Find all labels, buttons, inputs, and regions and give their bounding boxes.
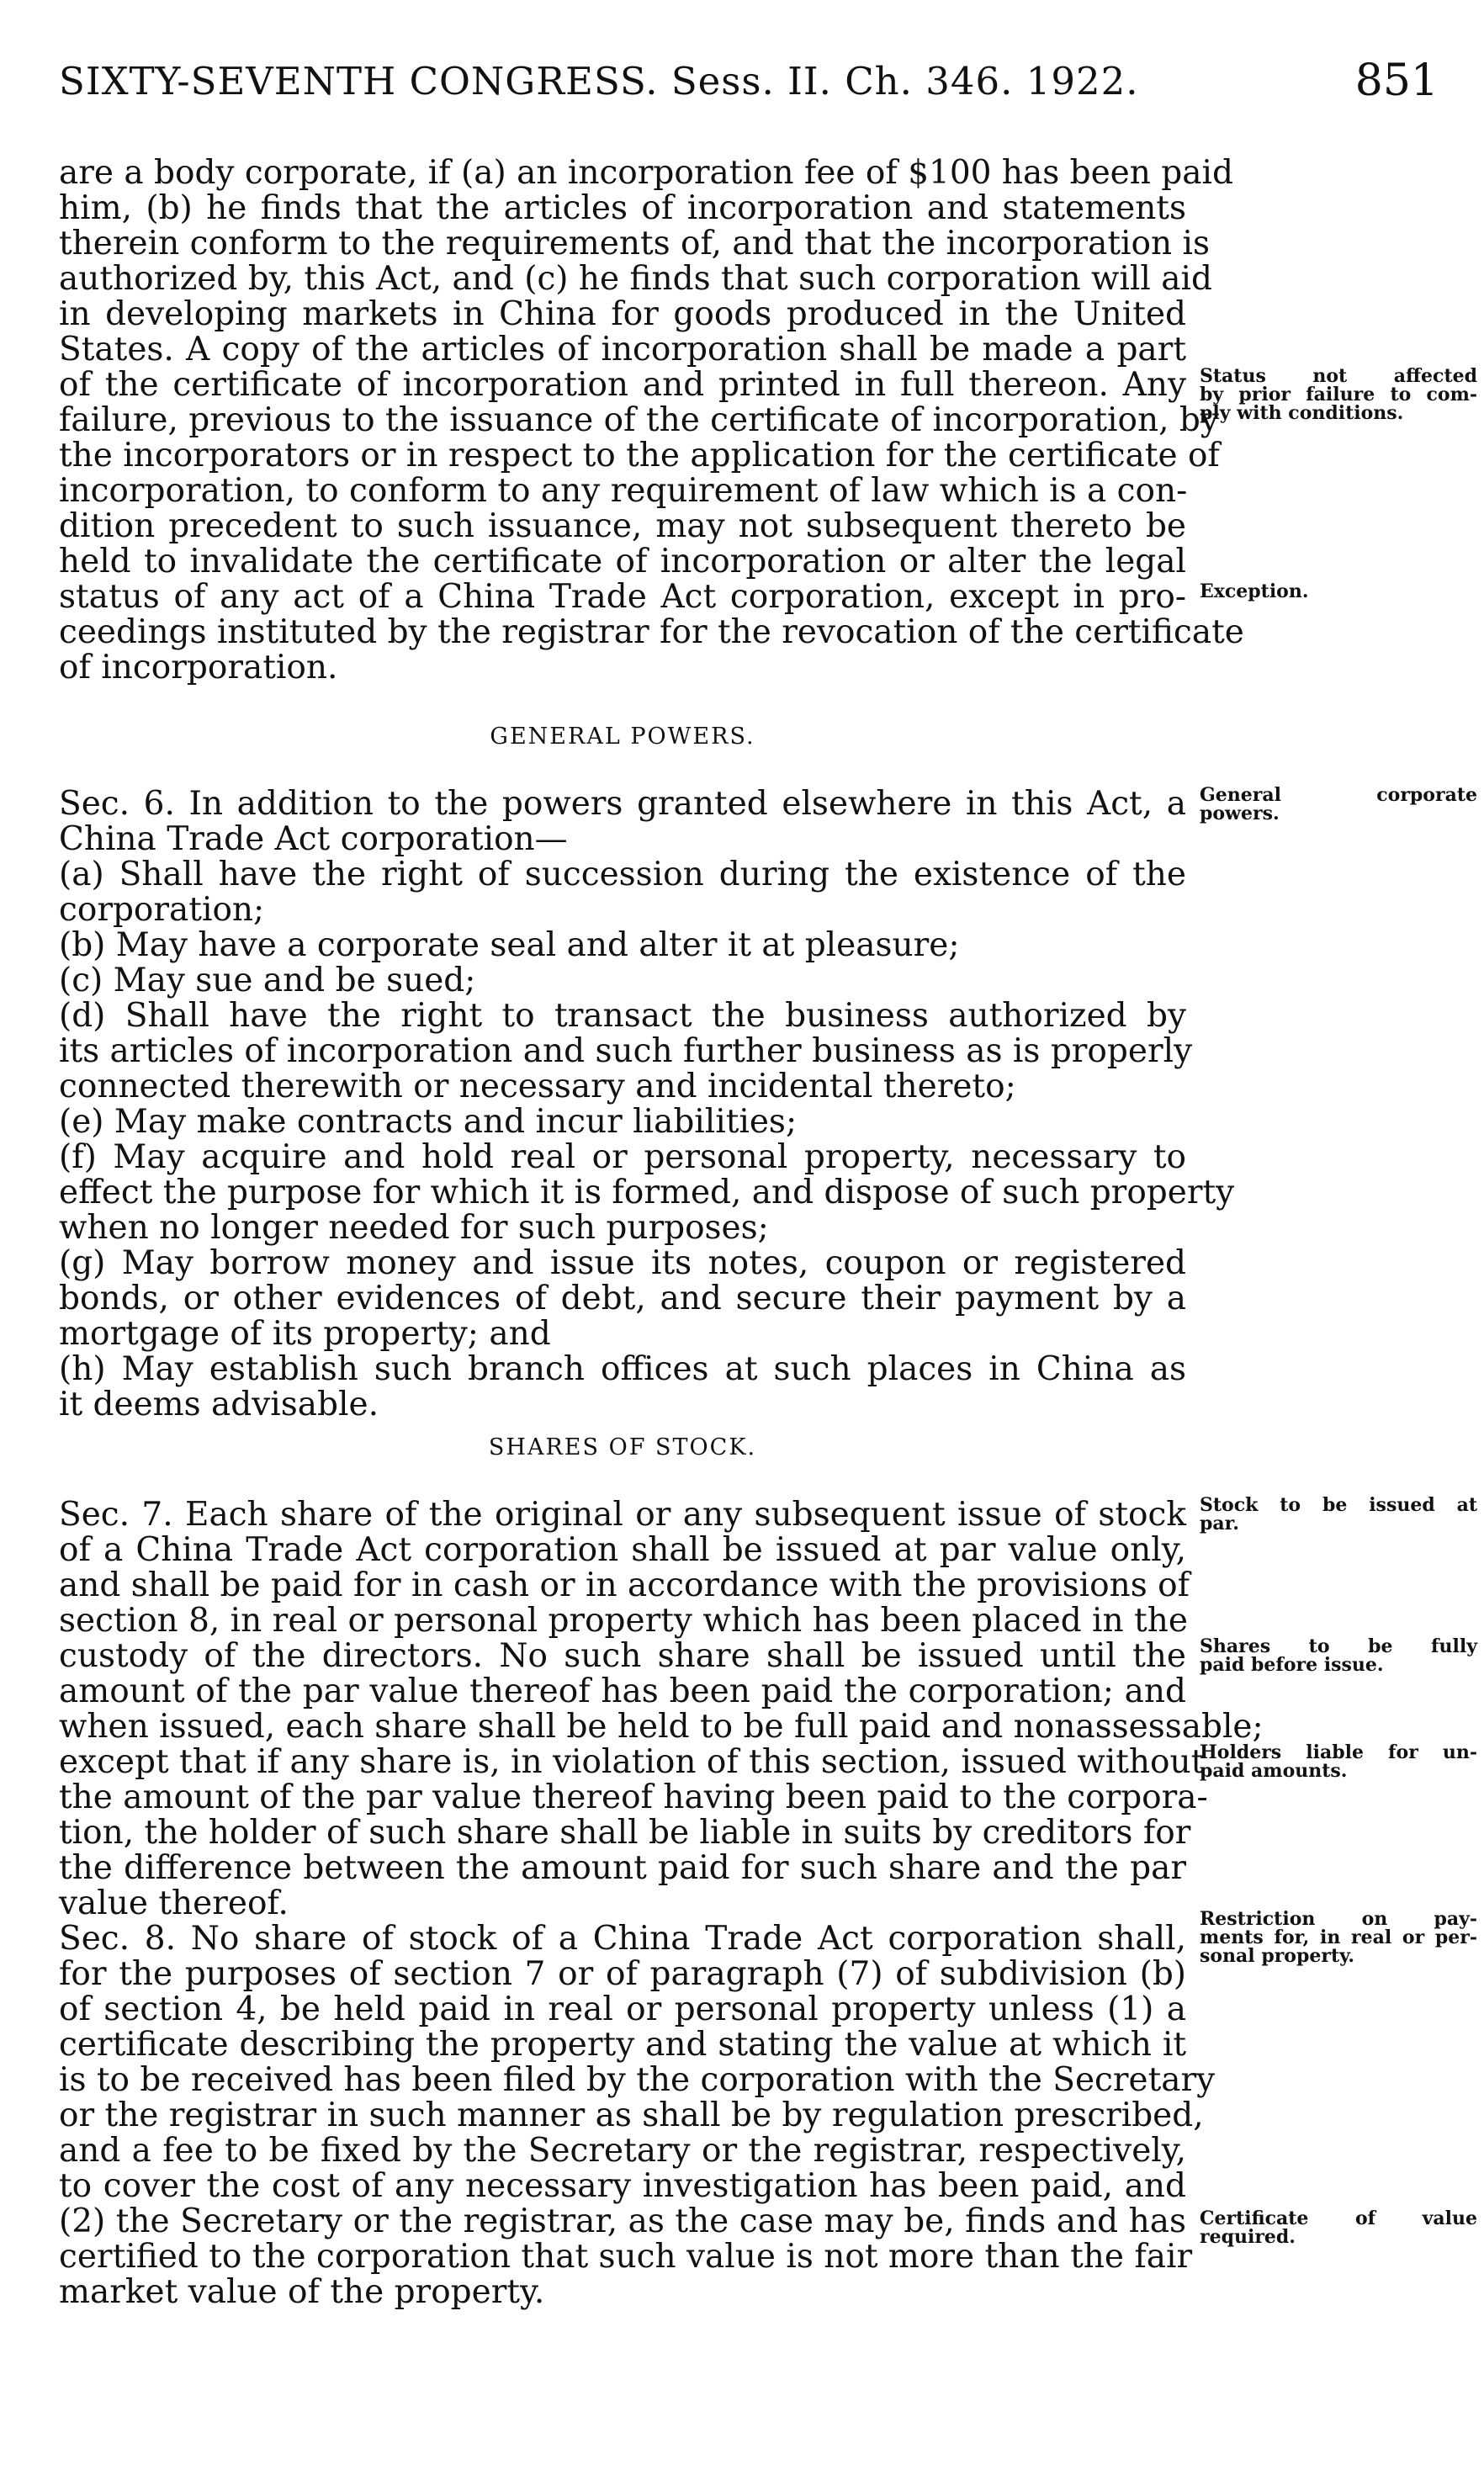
text-line: ceedings instituted by the registrar for the revocation of the certificate xyxy=(59,613,1244,651)
text-line: its articles of incorporation and such further business as is properly xyxy=(59,1032,1193,1070)
text-line: when issued, each share shall be held to be full paid and nonassessable; xyxy=(59,1708,1264,1746)
text-line: held to invalidate the certificate of incorporation or alter the legal xyxy=(59,543,1186,580)
text-line: (d) Shall have the right to transact the business authorized by xyxy=(59,997,1186,1035)
text-line: authorized by, this Act, and (c) he finds that such corporation will aid xyxy=(59,260,1212,298)
text-line: certified to the corporation that such value is not more than the fair xyxy=(59,2238,1193,2276)
text-line: in developing markets in China for goods produced in the United xyxy=(59,295,1186,333)
margin-note-status xyxy=(1200,367,1477,422)
text-line: (e) May make contracts and incur liabilities; xyxy=(59,1103,798,1141)
margin-note-line: Holders liable for un- xyxy=(1200,1741,1477,1763)
margin-note-line: Certificate of value xyxy=(1200,2208,1477,2229)
text-line: to cover the cost of any necessary investigation has been paid, and xyxy=(59,2167,1186,2205)
text-line: of incorporation. xyxy=(59,649,338,686)
text-line: (a) Shall have the right of succession during the existence of the xyxy=(59,856,1186,893)
text-line: mortgage of its property; and xyxy=(59,1315,551,1353)
text-line: (h) May establish such branch offices at such places in China as xyxy=(59,1350,1186,1388)
text-line: connected therewith or necessary and incidental thereto; xyxy=(59,1068,1016,1105)
text-line: effect the purpose for which it is formed, and dispose of such property xyxy=(59,1174,1235,1211)
text-line: bonds, or other evidences of debt, and secure their payment by a xyxy=(59,1280,1186,1317)
text-line: amount of the par value thereof has been paid the corporation; and xyxy=(59,1672,1186,1710)
margin-note-restriction xyxy=(1200,1910,1477,1965)
text-line: are a body corporate, if (a) an incorporation fee of $100 has been paid xyxy=(59,154,1233,192)
text-line: Sec. 8. No share of stock of a China Trade Act corporation shall, xyxy=(59,1920,1186,1958)
margin-note-line: required. xyxy=(1200,2226,1296,2248)
page-header xyxy=(59,56,1439,118)
text-line: of section 4, be held paid in real or personal property unless (1) a xyxy=(59,1990,1186,2028)
margin-note-line: sonal property. xyxy=(1200,1945,1355,1967)
margin-note-line: ply with conditions. xyxy=(1200,402,1404,424)
text-line: failure, previous to the issuance of the certificate of incorporation, by xyxy=(59,401,1219,439)
text-line: is to be received has been filed by the corporation with the Secretary xyxy=(59,2061,1216,2099)
text-line: and shall be paid for in cash or in accordance with the provisions of xyxy=(59,1566,1190,1604)
margin-note-line: paid before issue. xyxy=(1200,1654,1384,1676)
text-line: certificate describing the property and stating the value at which it xyxy=(59,2026,1186,2064)
margin-note-line: Exception. xyxy=(1200,580,1309,602)
text-line: for the purposes of section 7 or of paragraph (7) of subdivision (b) xyxy=(59,1955,1186,1993)
text-line: or the registrar in such manner as shall be by regulation prescribed, xyxy=(59,2096,1204,2134)
text-line: tion, the holder of such share shall be liable in suits by creditors for xyxy=(59,1814,1191,1852)
text-line: status of any act of a China Trade Act corporation, except in pro- xyxy=(59,578,1186,616)
page-number: 851 xyxy=(1354,56,1439,106)
text-line: him, (b) he finds that the articles of incorporation and statements xyxy=(59,189,1186,227)
text-line: the difference between the amount paid for such share and the par xyxy=(59,1849,1186,1887)
margin-note-fully-paid xyxy=(1200,1637,1477,1674)
text-line: incorporation, to conform to any requirement of law which is a con- xyxy=(59,472,1188,510)
text-line: section 8, in real or personal property which has been placed in the xyxy=(59,1602,1188,1640)
margin-note-exception xyxy=(1200,582,1477,601)
text-line: of the certificate of incorporation and printed in full thereon. Any xyxy=(59,366,1186,404)
margin-note-certificate-value xyxy=(1200,2209,1477,2246)
text-line: (g) May borrow money and issue its notes, coupon or registered xyxy=(59,1244,1186,1282)
margin-note-line: Status not affected xyxy=(1200,365,1477,387)
section-heading-shares-of-stock: SHARES OF STOCK. xyxy=(488,1434,757,1460)
running-head: SIXTY-SEVENTH CONGRESS. Sess. II. Ch. 346. 1922. xyxy=(59,59,1139,103)
text-line: (c) May sue and be sued; xyxy=(59,962,476,999)
margin-note-line: Stock to be issued at xyxy=(1200,1494,1477,1516)
text-line: (2) the Secretary or the registrar, as the case may be, finds and has xyxy=(59,2202,1186,2240)
text-line: (b) May have a corporate seal and alter it at pleasure; xyxy=(59,926,960,964)
section-heading-general-powers: GENERAL POWERS. xyxy=(490,724,755,750)
margin-note-line: General corporate xyxy=(1200,784,1477,806)
margin-note-holders-liable xyxy=(1200,1743,1477,1780)
text-line: China Trade Act corporation— xyxy=(59,820,568,858)
margin-note-line: powers. xyxy=(1200,803,1280,824)
margin-note-stock-par xyxy=(1200,1496,1477,1533)
margin-note-line: Restriction on pay- xyxy=(1200,1908,1477,1930)
text-line: except that if any share is, in violation of this section, issued without xyxy=(59,1743,1205,1781)
text-line: custody of the directors. No such share shall be issued until the xyxy=(59,1637,1186,1675)
text-line: of a China Trade Act corporation shall be issued at par value only, xyxy=(59,1531,1186,1569)
text-line: it deems advisable. xyxy=(59,1386,379,1423)
text-line: market value of the property. xyxy=(59,2273,545,2311)
margin-note-line: paid amounts. xyxy=(1200,1760,1348,1782)
text-line: dition precedent to such issuance, may not subsequent thereto be xyxy=(59,507,1186,545)
margin-note-line: by prior failure to com- xyxy=(1200,384,1477,405)
margin-note-line: par. xyxy=(1200,1513,1239,1534)
text-line: and a fee to be fixed by the Secretary or the registrar, respectively, xyxy=(59,2132,1186,2170)
text-line: therein conform to the requirements of, and that the incorporation is xyxy=(59,225,1210,262)
text-line: Sec. 7. Each share of the original or any subsequent issue of stock xyxy=(59,1496,1186,1534)
margin-note-line: ments for, in real or per- xyxy=(1200,1927,1477,1948)
text-line: Sec. 6. In addition to the powers granted elsewhere in this Act, a xyxy=(59,785,1186,823)
text-line: corporation; xyxy=(59,891,265,929)
margin-note-general-powers xyxy=(1200,786,1477,823)
text-line: the amount of the par value thereof having been paid to the corpora- xyxy=(59,1778,1208,1816)
text-line: when no longer needed for such purposes; xyxy=(59,1209,769,1247)
margin-note-line: Shares to be fully xyxy=(1200,1635,1477,1657)
text-line: States. A copy of the articles of incorporation shall be made a part xyxy=(59,331,1186,368)
text-line: the incorporators or in respect to the application for the certificate of xyxy=(59,437,1220,474)
text-line: value thereof. xyxy=(59,1884,289,1922)
text-line: (f) May acquire and hold real or personal property, necessary to xyxy=(59,1138,1186,1176)
